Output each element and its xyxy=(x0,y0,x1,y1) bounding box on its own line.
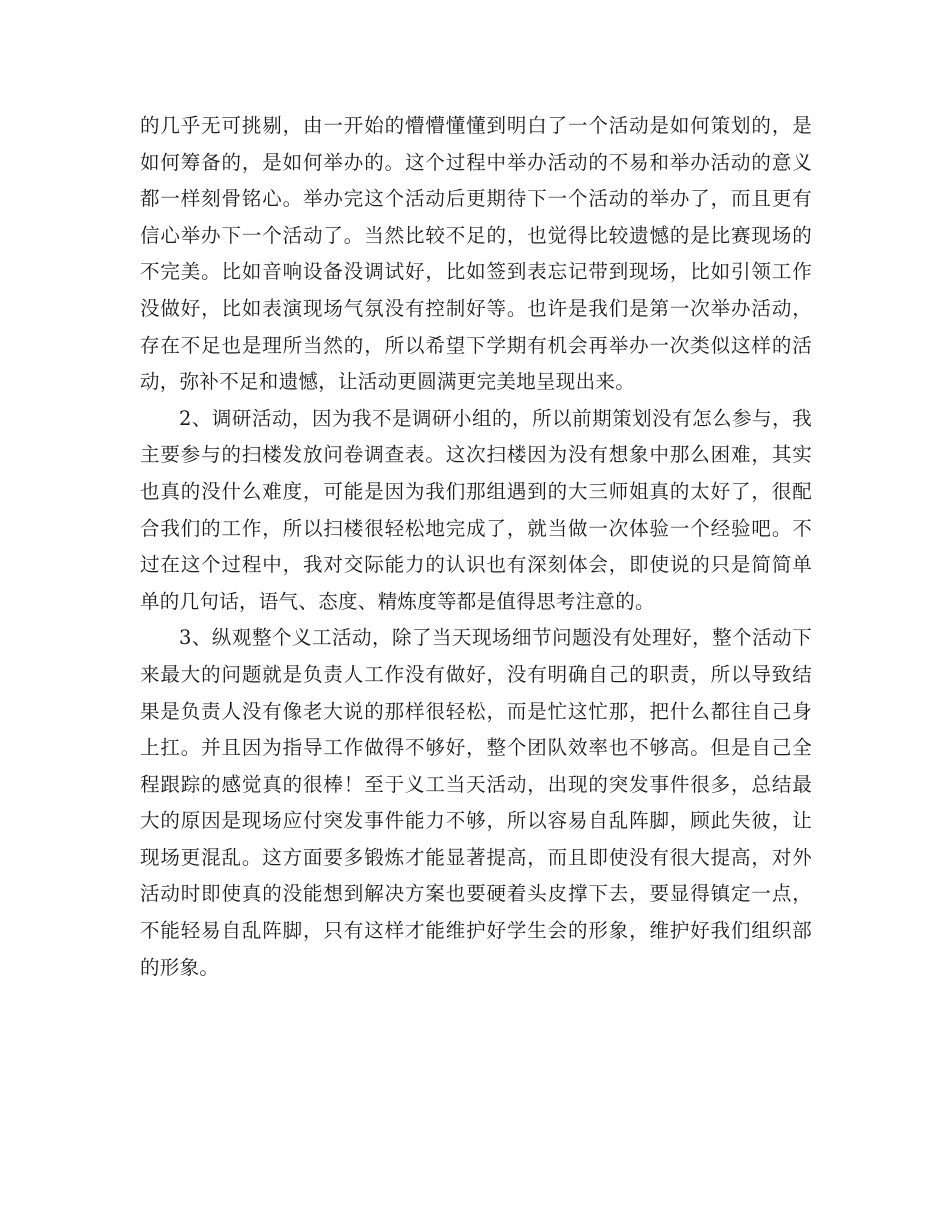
paragraph-2: 2、调研活动，因为我不是调研小组的，所以前期策划没有怎么参与，我主要参与的扫楼发放问卷调查表。这次扫楼因为没有想象中那么困难，其实也真的没什么难度，可能是因为我们那组遇到的大三师姐真的太好了，很配合我们的工作，所以扫楼很轻松地完成了，就当做一次体验一个经验吧。不过在这个过程中，我对交际能力的认识也有深刻体会，即使说的只是简简单单的几句话，语气、态度、精炼度等都是值得思考注意的。 xyxy=(140,406,812,613)
paragraph-3: 3、纵观整个义工活动，除了当天现场细节问题没有处理好，整个活动下来最大的问题就是负责人工作没有做好，没有明确自己的职责，所以导致结果是负责人没有像老大说的那样很轻松，而是忙这忙那，把什么都往自己身上扛。并且因为指导工作做得不够好，整个团队效率也不够高。但是自己全程跟踪的感觉真的很棒！至于义工当天活动，出现的突发事件很多，总结最大的原因是现场应付突发事件能力不够，所以容易自乱阵脚，顾此失彼，让现场更混乱。这方面要多锻炼才能显著提高，而且即使没有很大提高，对外活动时即使真的没能想到解决方案也要硬着头皮撑下去，要显得镇定一点，不能轻易自乱阵脚，只有这样才能维护好学生会的形象，维护好我们组织部的形象。 xyxy=(140,626,812,979)
document-body xyxy=(140,108,812,986)
paragraph-1: 的几乎无可挑剔，由一开始的懵懵懂懂到明白了一个活动是如何策划的，是如何筹备的，是如何举办的。这个过程中举办活动的不易和举办活动的意义都一样刻骨铭心。举办完这个活动后更期待下一个活动的举办了，而且更有信心举办下一个活动了。当然比较不足的，也觉得比较遗憾的是比赛现场的不完美。比如音响设备没调试好，比如签到表忘记带到现场，比如引领工作没做好，比如表演现场气氛没有控制好等。也许是我们是第一次举办活动，存在不足也是理所当然的，所以希望下学期有机会再举办一次类似这样的活动，弥补不足和遗憾，让活动更圆满更完美地呈现出来。 xyxy=(140,114,812,394)
